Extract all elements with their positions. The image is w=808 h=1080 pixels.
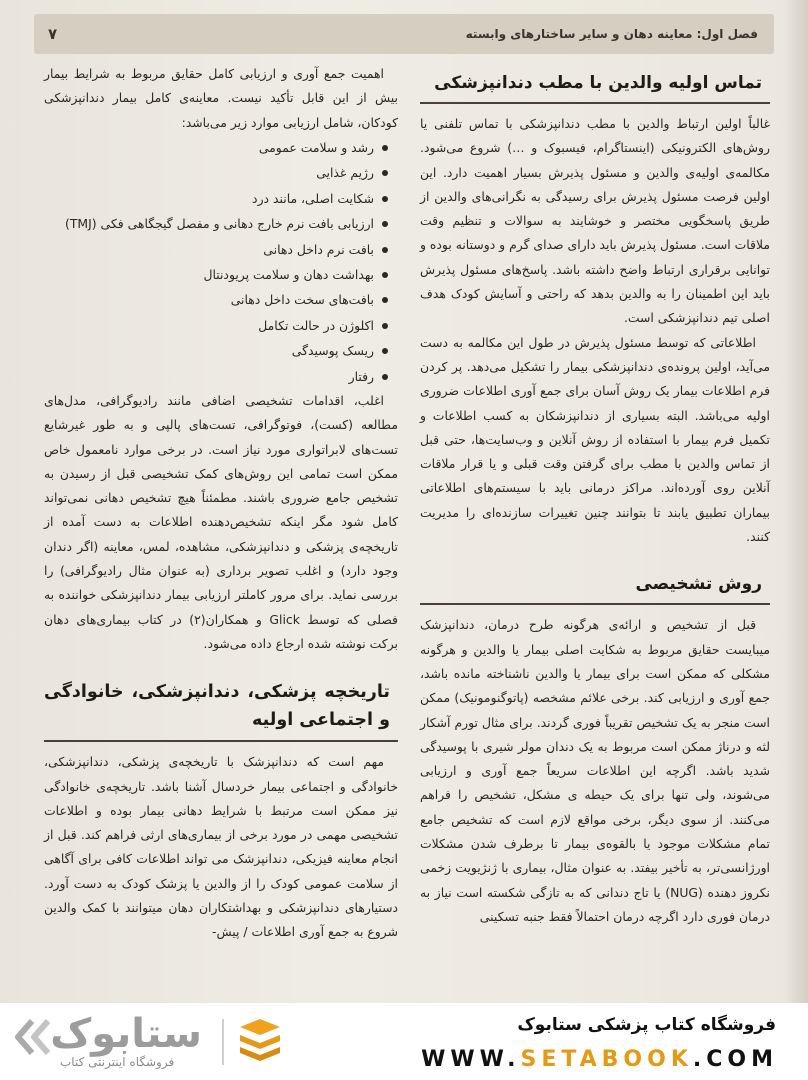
paragraph: اطلاعاتی که توسط مسئول پذیرش در طول این مکالمه به دست می‌آید، اولین پرونده‌ی دندانپزشکی بیمار را تشکیل می‌دهد. پر کردن فرم اطلاعات بیمار یک روش آسان برای جمع آوری اطلاعات ضروری اولیه می‌باشد. البته بسیاری از دندانپزشکان به کسب اطلاعات و تکمیل فرم بیمار با استفاده از روش آنلاین و وب‌سایت‌ها، حتی قبل از تماس والدین با مطب برای گرفتن وقت قبلی و یا قرار ملاقات آنلاین روی آورده‌اند. مراکز درمانی باید با سیستم‌های اطلاعاتی بیماران تطبیق یابند تا بتوانند چنین تغییرات سازنده‌ای را مدیریت کنند. [420, 334, 770, 545]
paragraph: قبل از تشخیص و ارائه‌ی هرگونه طرح درمان، دندانپزشک میبایست حقایق مربوط به شکایت اصلی بیمار یا والدین و هرگونه مشکلی که ممکن است برای بیمار یا والدین ناشناخته مانده باشد، جمع آوری و ارزیابی کند. برخی علائم مشخصه (پاتوگنومونیک) ممکن است منجر به یک تشخیص تقریباً فوری گردند. برای مثال تورم آشکار لثه و درناژ ممکن است مربوط به یک دندان مولر شیری با پوسیدگی شدید باشد. اگرچه این اطلاعات سریعاً جمع آوری و ارزیابی می‌شوند، ولی تنها برای یک حیطه ی مشکل، تشخیص را فراهم می‌کنند. از سوی دیگر، برخی مواقع لازم است که تشخیص جامع تمام مشکلات موجود یا بالقوه‌ی بیمار تا برطرف شدن مشکلات اورژانسی‌تر، به تأخیر بیفتد. به عنوان مثال، بیماری با ژنژیویت زخمی نکروز دهنده (NUG) یا تاج دندانی که به تازگی شکسته است نیاز به درمان فوری دارد اگرچه درمان احتمالاً فقط جنبه تسکینی [420, 617, 770, 924]
url-prefix: WWW. [421, 1047, 521, 1072]
paragraph: غالباً اولین ارتباط والدین با مطب دندانپزشکی با تماس تلفنی یا روش‌های الکترونیکی (اینستاگرام، فیسبوک و …) شروع می‌شود. مکالمه‌ی اولیه‌ی والدین و مسئول پذیرش بسیار اهمیت دارد. این اولین فرصت مسئول پذیرش برای رسیدگی به نگرانی‌های والدین از طریق پاسخگویی مختصر و خوشایند به سوالات و تنظیم وقت ملاقات است. مسئول پذیرش باید دارای صدای گرم و دوستانه بوده و توانایی برقراری ارتباط واضح داشته باشد. پاسخ‌های مسئول پذیرش باید این اطمینان را به والدین بدهد که راحتی و آسایش کودک هدف اصلی تیم دندانپزشکی است. [420, 116, 770, 326]
shop-url[interactable] [421, 1047, 778, 1072]
shop-name: فروشگاه کتاب پزشکی ستابوک [517, 1015, 776, 1035]
list-item: بافت‌های سخت داخل دهانی [44, 287, 388, 312]
evaluation-list [44, 135, 398, 389]
right-column [420, 62, 770, 929]
list-item: اکلوژن در حالت تکامل [44, 313, 388, 338]
list-item: شکایت اصلی، مانند درد [44, 186, 388, 211]
page-number: ۷ [48, 25, 58, 43]
paragraph: اهمیت جمع آوری و ارزیابی کامل حقایق مربوط به شرایط بیمار بیش از این قابل تأکید نیست. معاینه‌ی کامل بیمار دندانپزشکی کودکان، شامل ارزیابی موارد زیر می‌باشد: [44, 66, 398, 130]
book-stack-icon [236, 1017, 284, 1069]
watermark-footer [0, 1003, 808, 1080]
list-item: ارزیابی بافت نرم خارج دهانی و مفصل گیجگاهی فکی (TMJ) [44, 211, 388, 236]
list-item: رژیم غذایی [44, 160, 388, 185]
list-item: بهداشت دهان و سلامت پریودنتال [44, 262, 388, 287]
chapter-title: فصل اول: معاینه دهان و سایر ساختارهای وابسته [465, 27, 758, 41]
section-title-history: تاریخچه پزشکی، دندانپزشکی، خانوادگی و اجتماعی اولیه [44, 676, 398, 742]
list-item: رشد و سلامت عمومی [44, 135, 388, 160]
list-item: رفتار [44, 364, 388, 389]
list-item: بافت نرم داخل دهانی [44, 237, 388, 262]
logo-divider [222, 1019, 224, 1065]
list-item: ریسک پوسیدگی [44, 338, 388, 363]
paragraph: اغلب، اقدامات تشخیصی اضافی مانند رادیوگرافی، مدل‌های مطالعه (کست)، فوتوگرافی، تست‌های پالپی و به طور غیرشایع تست‌های لابراتواری مورد نیاز است. در برخی موارد نامعمول خاص ممکن است تمامی این روش‌های کمک تشخیصی قبل از رسیدن به تشخیص جامع ضروری باشند. مطمئناً هیچ تشخیص دهانی نمی‌تواند کامل شود مگر اینکه تشخیص‌دهنده اطلاعات به دست آمده از تاریخچه‌ی پزشکی و دندانپزشکی، مشاهده، لمس، معاینه (اگر دندان وجود دارد) و اغلب تصویر برداری (به عنوان مثال رادیوگرافی) را بررسی نماید. برای مرور کاملتر ارزیابی بیمار دندانپزشکی خواننده به فصلی که توسط Glick و همکاران(۲) در کتاب بیماری‌های دهان برکت نوشته شده ارجاع داده می‌شود. [44, 392, 398, 651]
logo-subtitle: فروشگاه اینترنتی کتاب [60, 1055, 175, 1069]
section-title-parent-contact: تماس اولیه والدین با مطب دندانپزشکی [420, 68, 770, 104]
url-suffix: .COM [692, 1047, 778, 1072]
logo-text: ستابوک [50, 1011, 202, 1057]
url-brand: SETABOOK [520, 1047, 693, 1072]
left-column [44, 62, 398, 945]
section-title-diagnostic-method: روش تشخیصی [420, 569, 770, 605]
running-header [34, 14, 774, 54]
paragraph: مهم است که دندانپزشک با تاریخچه‌ی پزشکی، دندانپزشکی، خانوادگی و اجتماعی بیمار خردسال آشنا باشد. تاریخچه‌ی خانوادگی نیز ممکن است مرتبط با شرایط دهانی بیمار بوده و اطلاعات تشخیصی مهمی در مورد برخی از بیماری‌های ارثی فراهم کند. قبل از انجام معاینه فیزیکی، دندانپزشک می تواند اطلاعات کافی برای آگاهی از سلامت عمومی کودک را از والدین یا پزشک کودک به دست آورد. دستیارهای دندانپزشکی و بهداشتکاران دهان میتوانند با کمک والدین شروع به جمع آوری اطلاعات / پیش- [44, 754, 398, 940]
